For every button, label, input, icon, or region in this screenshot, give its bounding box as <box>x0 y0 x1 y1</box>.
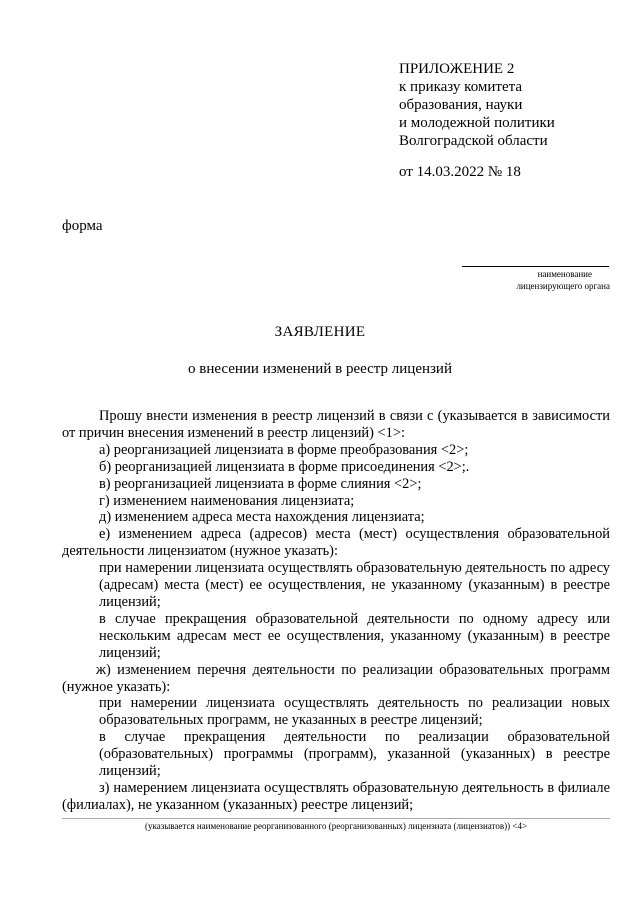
org-caption-line1: наименование <box>537 269 592 279</box>
document-subtitle: о внесении изменений в реестр лицензий <box>187 361 452 377</box>
document-body <box>62 408 610 814</box>
document-title: ЗАЯВЛЕНИЕ <box>274 324 366 340</box>
form-label: форма <box>62 218 103 234</box>
paragraph-b: б) реорганизацией лицензиата в форме присоединения <2>;. <box>99 458 470 475</box>
paragraph-z: з) намерением лицензиата осуществлять образовательную деятельность в филиале (филиалах), не указанном (указанных) реестре лицензий; <box>62 779 610 813</box>
paragraph-zh1: при намерении лицензиата осуществлять деятельность по реализации новых образовательных программ, не указанных в реестре лицензий; <box>99 695 610 729</box>
org-name-line <box>462 266 609 267</box>
paragraph-d: д) изменением адреса места нахождения лицензиата; <box>99 509 425 526</box>
appendix-line: ПРИЛОЖЕНИЕ 2 <box>399 61 515 77</box>
paragraph-e1: при намерении лицензиата осуществлять образовательную деятельность по адресу (адресам) места (мест) ее осуществления, не указанному (указанным) в реестре лицензий; <box>99 560 610 610</box>
paragraph-v: в) реорганизацией лицензиата в форме слияния <2>; <box>99 475 422 492</box>
appendix-block <box>399 60 619 150</box>
reorganized-licensee-caption: (указывается наименование реорганизованного (реорганизованных) лицензиата (лицензиатов)) <4> <box>144 821 528 831</box>
paragraph-a: а) реорганизацией лицензиата в форме преобразования <2>; <box>99 441 469 458</box>
paragraph-zh: ж) изменением перечня деятельности по реализации образовательных программ (нужное указать): <box>62 661 610 695</box>
reorganized-licensee-line <box>62 818 610 819</box>
paragraph-intro: Прошу внести изменения в реестр лицензий в связи с (указывается в зависимости от причин внесения изменений в реестр лицензий) <1>: <box>62 408 610 441</box>
appendix-line: к приказу комитета <box>399 79 523 95</box>
org-name-caption <box>440 268 610 292</box>
appendix-line: образования, науки <box>399 97 523 113</box>
paragraph-e: е) изменением адреса (адресов) места (мест) осуществления образовательной деятельности лицензиатом (нужное указать): <box>62 526 610 560</box>
appendix-line: и молодежной политики <box>399 115 555 131</box>
org-caption-line2: лицензирующего органа <box>516 281 610 291</box>
appendix-line: Волгоградской области <box>399 133 548 149</box>
order-date: от 14.03.2022 № 18 <box>399 164 521 180</box>
paragraph-zh2: в случае прекращения деятельности по реализации образовательной (образовательных) программы (программ), указанной (указанных) в реестре лицензий; <box>99 729 610 780</box>
paragraph-e2: в случае прекращения образовательной деятельности по одному адресу или нескольким адресам мест ее осуществления, указанному (указанным) в реестре лицензий; <box>99 610 610 661</box>
paragraph-g: г) изменением наименования лицензиата; <box>99 492 355 509</box>
